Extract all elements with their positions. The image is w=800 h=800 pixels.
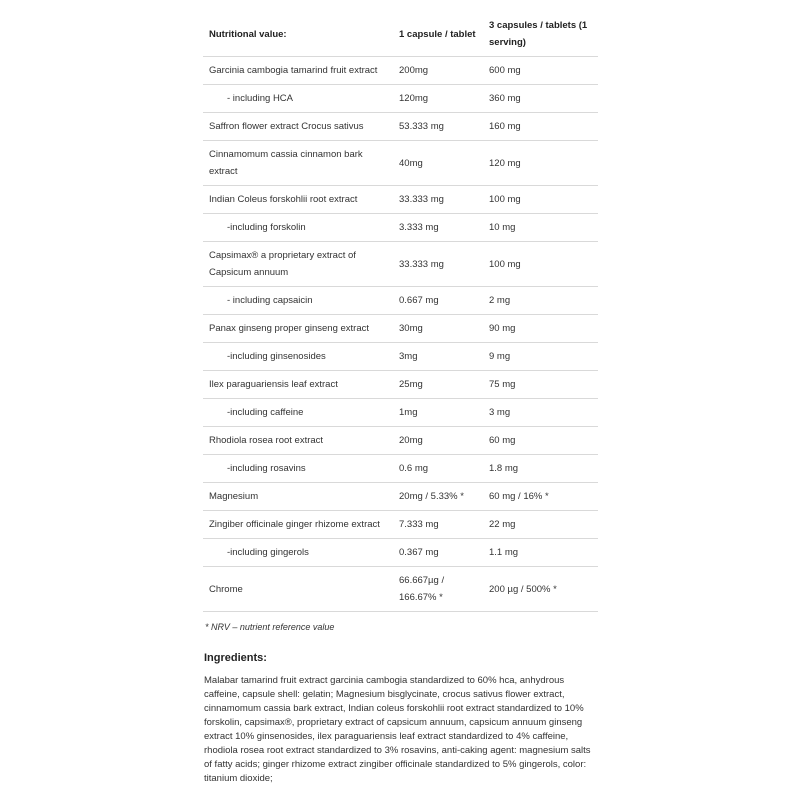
ingredient-name-cell: -including caffeine — [203, 399, 393, 427]
per-serving-cell: 10 mg — [483, 214, 598, 242]
header-nutritional-value: Nutritional value: — [203, 12, 393, 57]
ingredient-name-cell: -including rosavins — [203, 455, 393, 483]
per-serving-cell: 2 mg — [483, 287, 598, 315]
per-serving-cell: 3 mg — [483, 399, 598, 427]
ingredient-name-cell: Chrome — [203, 567, 393, 612]
table-row — [203, 315, 598, 343]
per-serving-cell: 360 mg — [483, 85, 598, 113]
nutrition-content — [203, 12, 598, 786]
table-row — [203, 539, 598, 567]
per-capsule-cell: 25mg — [393, 371, 483, 399]
per-serving-cell: 60 mg / 16% * — [483, 483, 598, 511]
table-row — [203, 343, 598, 371]
table-row — [203, 186, 598, 214]
ingredient-name-cell: Magnesium — [203, 483, 393, 511]
per-capsule-cell: 7.333 mg — [393, 511, 483, 539]
per-serving-cell: 120 mg — [483, 141, 598, 186]
per-capsule-cell: 20mg / 5.33% * — [393, 483, 483, 511]
table-row — [203, 141, 598, 186]
ingredient-name-cell: -including ginsenosides — [203, 343, 393, 371]
ingredient-name-cell: Saffron flower extract Crocus sativus — [203, 113, 393, 141]
table-row — [203, 287, 598, 315]
per-capsule-cell: 66.667µg / 166.67% * — [393, 567, 483, 612]
table-body — [203, 57, 598, 612]
table-header-row — [203, 12, 598, 57]
ingredients-title: Ingredients: — [204, 652, 267, 664]
per-capsule-cell: 1mg — [393, 399, 483, 427]
nutrition-table — [203, 12, 598, 612]
ingredient-name-cell: Rhodiola rosea root extract — [203, 427, 393, 455]
per-capsule-cell: 0.367 mg — [393, 539, 483, 567]
ingredient-name-cell: Indian Coleus forskohlii root extract — [203, 186, 393, 214]
nrv-note: * NRV – nutrient reference value — [205, 622, 335, 632]
per-capsule-cell: 33.333 mg — [393, 242, 483, 287]
ingredient-name-cell: - including capsaicin — [203, 287, 393, 315]
ingredient-name-cell: -including gingerols — [203, 539, 393, 567]
per-capsule-cell: 53.333 mg — [393, 113, 483, 141]
ingredient-name-cell: Capsimax® a proprietary extract of Capsicum annuum — [203, 242, 393, 287]
ingredient-name-cell: -including forskolin — [203, 214, 393, 242]
per-capsule-cell: 0.667 mg — [393, 287, 483, 315]
ingredients-text: Malabar tamarind fruit extract garcinia cambogia standardized to 60% hca, anhydrous caffeine, capsule shell: gelatin; Magnesium bisglycinate, crocus sativus flower extract, cinnamomum cassia bark extract, Indian coleus forskohlii root extract standardized to 10% forskolin, capsimax®, proprietary extract of capsicum annuum, capsicum annuum ginseng extract 10% ginsenosides, ilex paraguariensis leaf extract standardized to 4% caffeine, rhodiola rosea root extract standardized to 3% rosavins, anti-caking agent: magnesium salts of fatty acids; ginger rhizome extract zingiber officinale standardized to 5% gingerols, color: titanium dioxide; — [204, 675, 591, 784]
ingredient-name-cell: Cinnamomum cassia cinnamon bark extract — [203, 141, 393, 186]
per-capsule-cell: 33.333 mg — [393, 186, 483, 214]
per-capsule-cell: 40mg — [393, 141, 483, 186]
per-serving-cell: 100 mg — [483, 186, 598, 214]
per-serving-cell: 22 mg — [483, 511, 598, 539]
per-serving-cell: 9 mg — [483, 343, 598, 371]
table-row — [203, 113, 598, 141]
table-row — [203, 511, 598, 539]
table-row — [203, 455, 598, 483]
per-capsule-cell: 3mg — [393, 343, 483, 371]
table-row — [203, 242, 598, 287]
per-capsule-cell: 200mg — [393, 57, 483, 85]
table-row — [203, 399, 598, 427]
table-row — [203, 57, 598, 85]
per-serving-cell: 1.1 mg — [483, 539, 598, 567]
table-row — [203, 427, 598, 455]
per-serving-cell: 75 mg — [483, 371, 598, 399]
per-capsule-cell: 0.6 mg — [393, 455, 483, 483]
ingredient-name-cell: Garcinia cambogia tamarind fruit extract — [203, 57, 393, 85]
ingredient-name-cell: Panax ginseng proper ginseng extract — [203, 315, 393, 343]
per-serving-cell: 100 mg — [483, 242, 598, 287]
per-serving-cell: 60 mg — [483, 427, 598, 455]
ingredient-name-cell: - including HCA — [203, 85, 393, 113]
table-row — [203, 214, 598, 242]
per-serving-cell: 90 mg — [483, 315, 598, 343]
per-capsule-cell: 3.333 mg — [393, 214, 483, 242]
per-capsule-cell: 30mg — [393, 315, 483, 343]
per-serving-cell: 200 µg / 500% * — [483, 567, 598, 612]
header-per-capsule: 1 capsule / tablet — [393, 12, 483, 57]
table-row — [203, 483, 598, 511]
per-serving-cell: 1.8 mg — [483, 455, 598, 483]
ingredient-name-cell: Zingiber officinale ginger rhizome extract — [203, 511, 393, 539]
table-row — [203, 371, 598, 399]
per-serving-cell: 600 mg — [483, 57, 598, 85]
header-per-serving: 3 capsules / tablets (1 serving) — [483, 12, 598, 57]
table-row — [203, 85, 598, 113]
per-capsule-cell: 20mg — [393, 427, 483, 455]
ingredient-name-cell: Ilex paraguariensis leaf extract — [203, 371, 393, 399]
per-serving-cell: 160 mg — [483, 113, 598, 141]
table-row — [203, 567, 598, 612]
per-capsule-cell: 120mg — [393, 85, 483, 113]
